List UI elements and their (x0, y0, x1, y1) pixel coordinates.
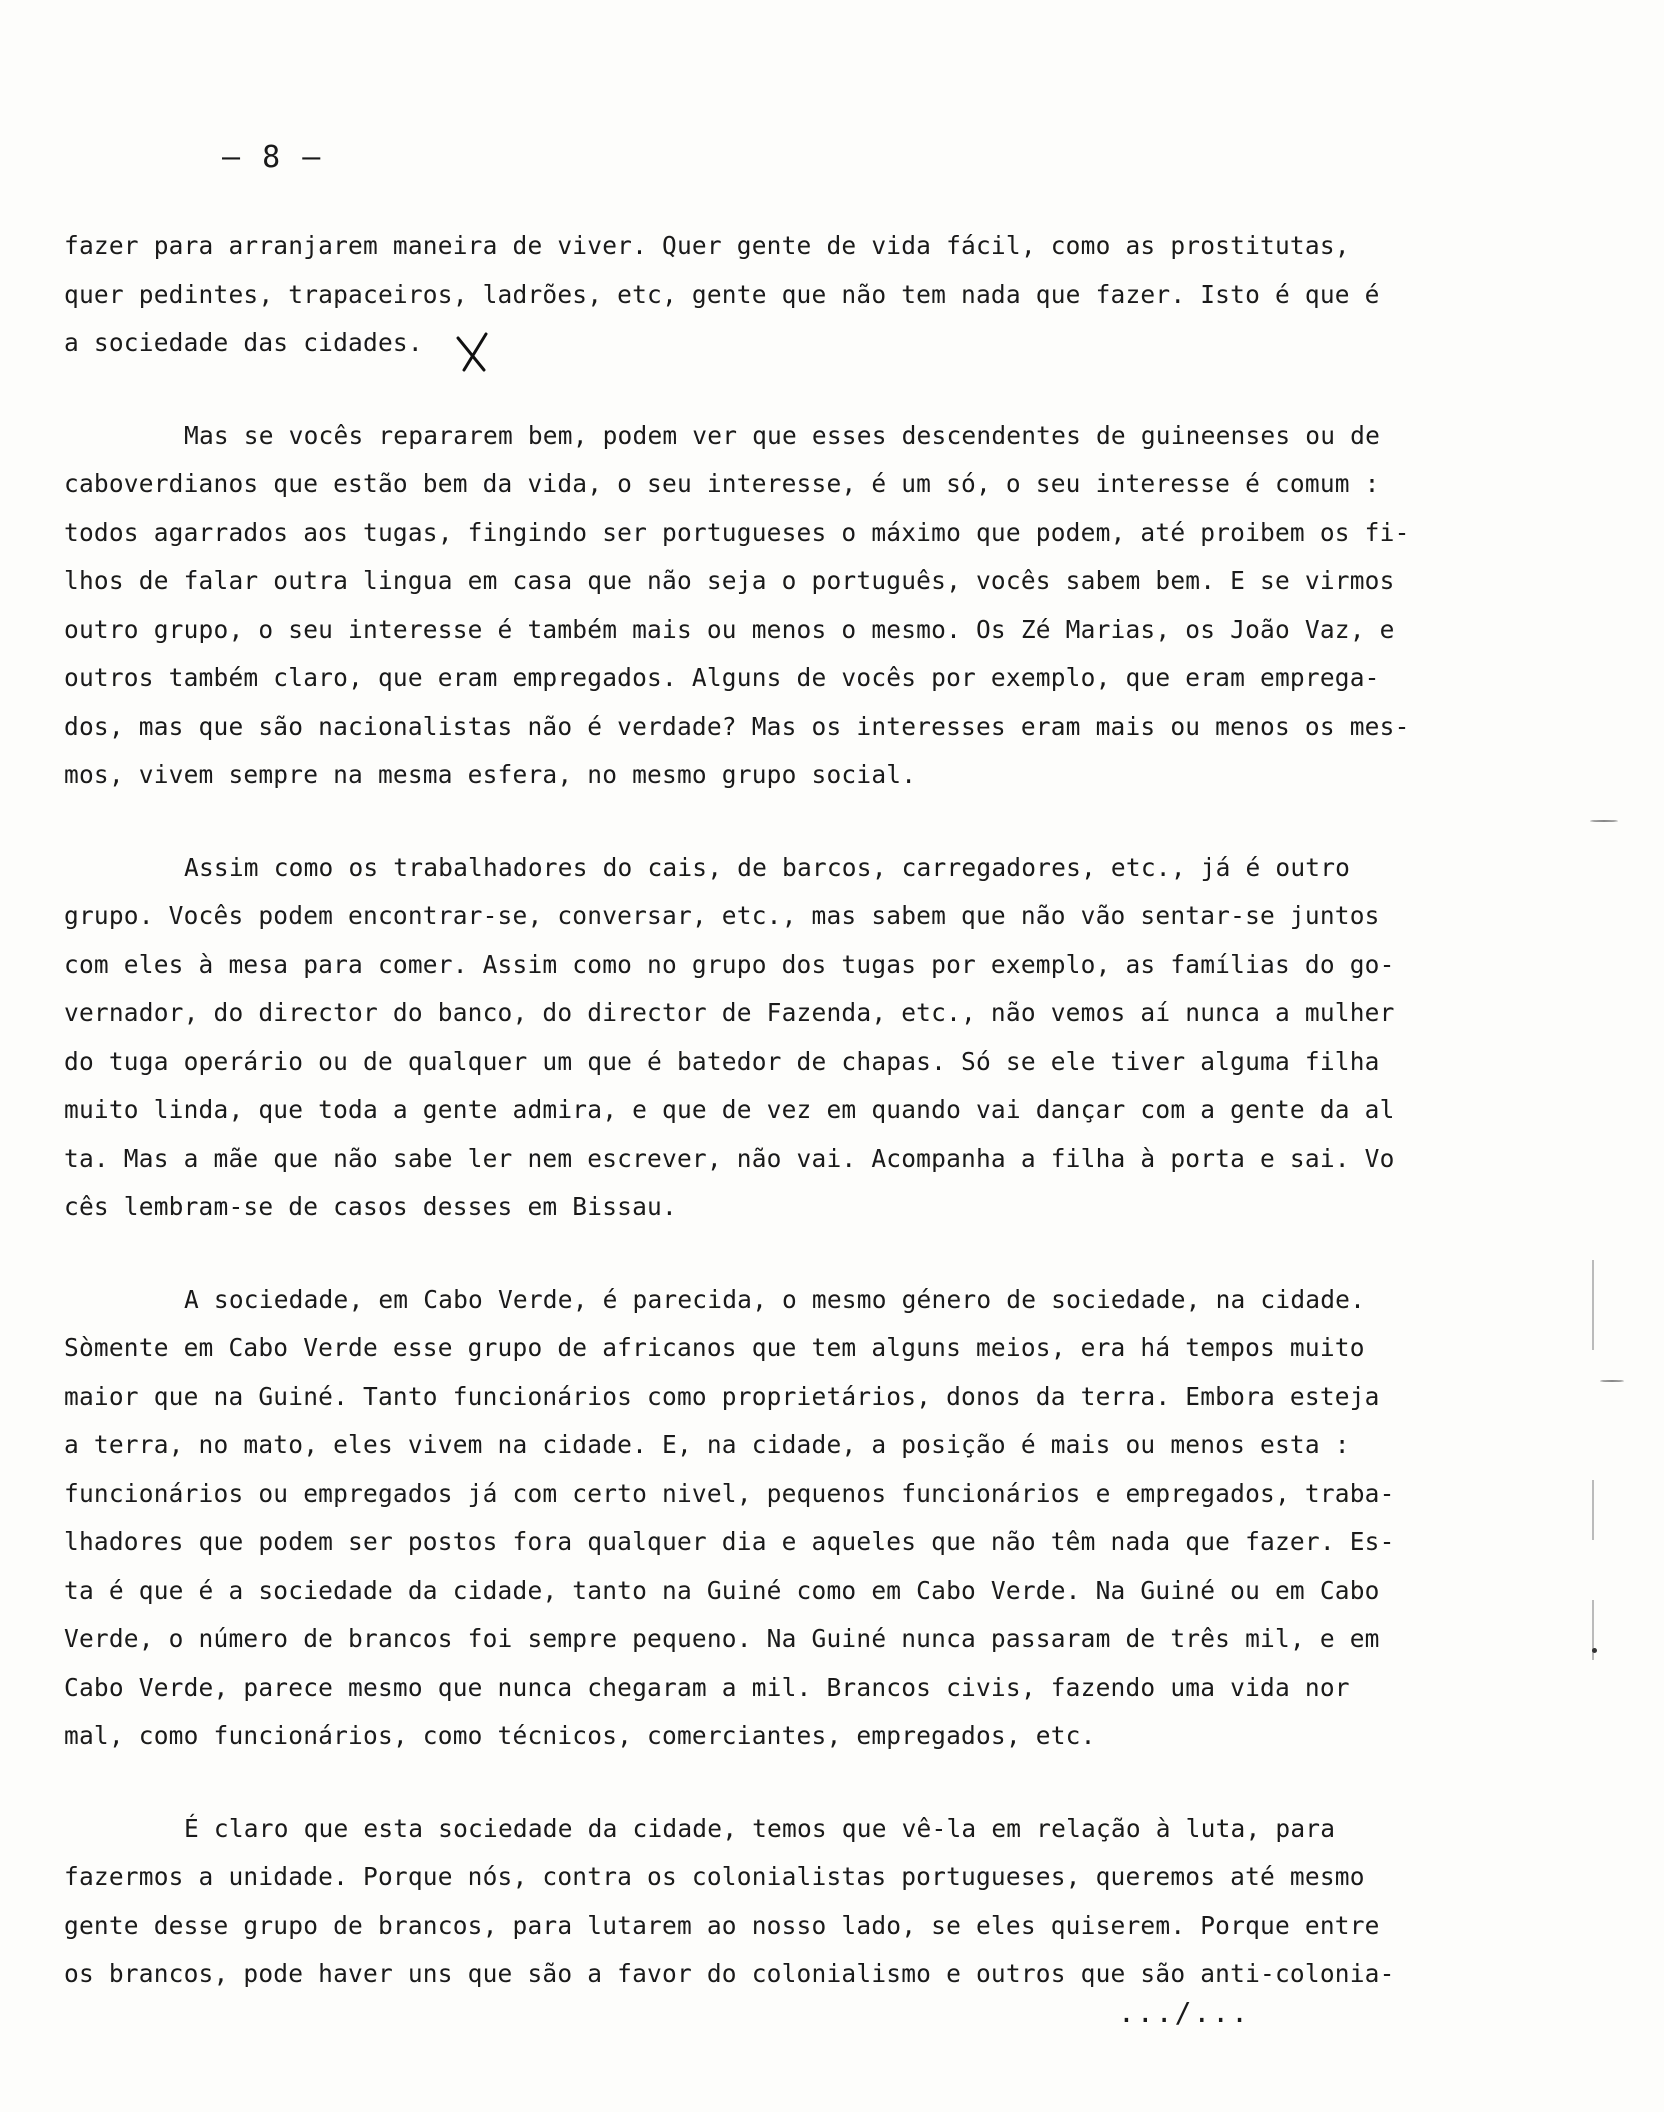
text-line: grupo. Vocês podem encontrar-se, conversar, etc., mas sabem que não vão sentar-se juntos (64, 901, 1380, 930)
ink-speck (1600, 1380, 1624, 1382)
text-line: a terra, no mato, eles vivem na cidade. E, na cidade, a posição é mais ou menos esta : (64, 1430, 1350, 1459)
text-line: lhos de falar outra lingua em casa que não seja o português, vocês sabem bem. E se virmos (64, 566, 1395, 595)
text-line: outro grupo, o seu interesse é também mais ou menos o mesmo. Os Zé Marias, os João Vaz, e (64, 614, 1395, 644)
continuation-mark: .../... (1118, 1996, 1251, 2029)
paragraph (64, 222, 1474, 368)
margin-scan-mark (1592, 1260, 1594, 1350)
text-line: ta é que é a sociedade da cidade, tanto na Guiné como em Cabo Verde. Na Guiné ou em Cabo (64, 1575, 1380, 1605)
text-line: lhadores que podem ser postos fora qualquer dia e aqueles que não têm nada que fazer. Es- (64, 1527, 1395, 1556)
text-line: ta. Mas a mãe que não sabe ler nem escrever, não vai. Acompanha a filha à porta e sai. Vo (64, 1143, 1395, 1173)
text-line: Verde, o número de brancos foi sempre pequeno. Na Guiné nunca passaram de três mil, e em (64, 1624, 1380, 1653)
handwritten-x-mark (454, 330, 490, 374)
text-line: Cabo Verde, parece mesmo que nunca chegaram a mil. Brancos civis, fazendo uma vida nor (64, 1672, 1350, 1702)
text-line: quer pedintes, trapaceiros, ladrões, etc, gente que não tem nada que fazer. Isto é que é (64, 279, 1380, 309)
text-line: vernador, do director do banco, do director de Fazenda, etc., não vemos aí nunca a mulher (64, 998, 1395, 1027)
paragraph (64, 1805, 1474, 1999)
text-line: A sociedade, em Cabo Verde, é parecida, o mesmo género de sociedade, na cidade. (184, 1284, 1366, 1314)
text-line: maior que na Guiné. Tanto funcionários como proprietários, donos da terra. Embora esteja (64, 1381, 1380, 1411)
margin-scan-mark (1592, 1480, 1594, 1540)
text-line: do tuga operário ou de qualquer um que é batedor de chapas. Só se ele tiver alguma filha (64, 1046, 1380, 1076)
ink-speck (1590, 820, 1618, 822)
text-line: Sòmente em Cabo Verde esse grupo de africanos que tem alguns meios, era há tempos muito (64, 1333, 1365, 1362)
text-line: a sociedade das cidades. (64, 328, 423, 357)
text-line: mal, como funcionários, como técnicos, comerciantes, empregados, etc. (64, 1721, 1096, 1750)
text-line: muito linda, que toda a gente admira, e que de vez em quando vai dançar com a gente da al (64, 1095, 1395, 1124)
text-line: com eles à mesa para comer. Assim como no grupo dos tugas por exemplo, as famílias do go- (64, 949, 1395, 979)
text-line: dos, mas que são nacionalistas não é verdade? Mas os interesses eram mais ou menos os mes- (64, 711, 1410, 741)
ink-speck (1592, 1648, 1597, 1653)
text-line: Assim como os trabalhadores do cais, de barcos, carregadores, etc., já é outro (184, 852, 1351, 882)
paragraph (64, 412, 1474, 800)
body-text (64, 222, 1474, 1999)
text-line: Mas se vocês repararem bem, podem ver que esses descendentes de guineenses ou de (184, 420, 1381, 450)
text-line: funcionários ou empregados já com certo nivel, pequenos funcionários e empregados, traba- (64, 1478, 1395, 1508)
text-line: outros também claro, que eram empregados. Alguns de vocês por exemplo, que eram emprega- (64, 663, 1380, 692)
paragraph (64, 844, 1474, 1232)
text-line: cês lembram-se de casos desses em Bissau. (64, 1192, 677, 1221)
text-line: fazermos a unidade. Porque nós, contra os colonialistas portugueses, queremos até mesmo (64, 1862, 1365, 1891)
text-line: gente desse grupo de brancos, para lutarem ao nosso lado, se eles quiserem. Porque entre (64, 1910, 1380, 1940)
text-line: os brancos, pode haver uns que são a favor do colonialismo e outros que são anti-colonia- (64, 1959, 1395, 1988)
text-line: É claro que esta sociedade da cidade, temos que vê-la em relação à luta, para (184, 1813, 1336, 1843)
text-line: fazer para arranjarem maneira de viver. Quer gente de vida fácil, como as prostitutas, (64, 231, 1350, 260)
page-number: – 8 – (222, 140, 323, 175)
text-line: todos agarrados aos tugas, fingindo ser portugueses o máximo que podem, até proibem os fi- (64, 517, 1410, 547)
text-line: caboverdianos que estão bem da vida, o seu interesse, é um só, o seu interesse é comum : (64, 469, 1380, 498)
paragraph (64, 1276, 1474, 1761)
text-line: mos, vivem sempre na mesma esfera, no mesmo grupo social. (64, 760, 917, 789)
